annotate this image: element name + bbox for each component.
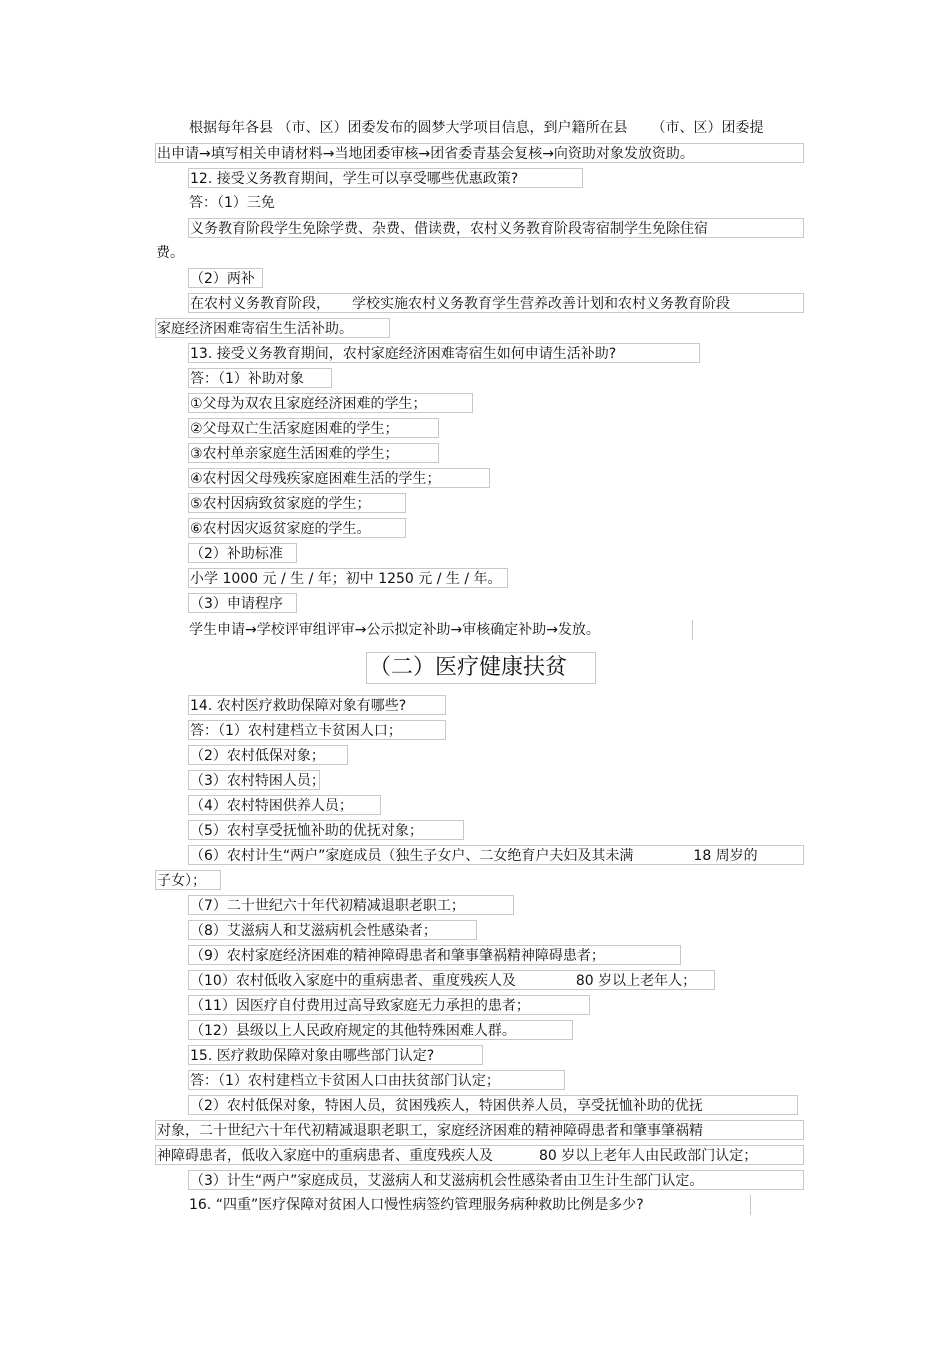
paragraph-line [188, 293, 804, 313]
text-span: 神障碍患者，低收入家庭中的重病患者、重度残疾人及 [157, 1148, 493, 1164]
paragraph-line: 家庭经济困难寄宿生生活补助。 [155, 318, 390, 338]
list-item: ①父母为双农且家庭经济困难的学生； [188, 393, 473, 413]
list-item [188, 845, 804, 865]
paragraph-line [155, 1145, 804, 1165]
paragraph-line: 子女）； [155, 870, 221, 890]
list-item: （11）因医疗自付费用过高导致家庭无力承担的患者； [188, 995, 590, 1015]
answer-line: （2）两补 [188, 268, 263, 288]
text-span: 80 岁以上老年人由民政部门认定； [539, 1148, 758, 1164]
text-span: 学校实施农村义务教育学生营养改善计划和农村义务教育阶段 [352, 296, 730, 312]
list-item: （8）艾滋病人和艾滋病机会性感染者； [188, 920, 477, 940]
answer-line: 答：（1）补助对象 [188, 368, 332, 388]
list-item: ⑥农村因灾返贫家庭的学生。 [188, 518, 406, 538]
text-span: 根据每年各县 （市、区）团委发布的圆梦大学项目信息，到户籍所在县 [189, 120, 628, 136]
list-item: （2）农村低保对象； [188, 745, 348, 765]
paragraph-line: 费。 [156, 245, 184, 261]
answer-line: 答：（1）农村建档立卡贫困人口由扶贫部门认定； [188, 1070, 565, 1090]
list-item: （7）二十世纪六十年代初精减退职老职工； [188, 895, 514, 915]
list-item: （2）农村低保对象，特困人员，贫困残疾人，特困供养人员，享受抚恤补助的优抚 [188, 1095, 798, 1115]
question-16: 16. “四重”医疗保障对贫困人口慢性病签约管理服务病种救助比例是多少? [188, 1195, 751, 1215]
question-14: 14. 农村医疗救助保障对象有哪些? [188, 695, 446, 715]
list-item [188, 970, 715, 990]
paragraph-line: 对象，二十世纪六十年代初精减退职老职工，家庭经济困难的精神障碍患者和肇事肇祸精 [155, 1120, 804, 1140]
paragraph-line: 学生申请→学校评审组评审→公示拟定补助→审核确定补助→发放。 [188, 620, 693, 640]
list-item: （4）农村特困供养人员； [188, 795, 381, 815]
text-span: 80 岁以上老年人； [575, 973, 697, 989]
list-item: （5）农村享受抚恤补助的优抚对象； [188, 820, 464, 840]
list-item: ⑤农村因病致贫家庭的学生； [188, 493, 406, 513]
question-13: 13. 接受义务教育期间，农村家庭经济困难寄宿生如何申请生活补助? [188, 343, 700, 363]
text-span: 在农村义务教育阶段， [190, 296, 330, 312]
text-span: （6）农村计生“两户”家庭成员（独生子女户、二女绝育户夫妇及其未满 [190, 848, 634, 864]
list-item: （9）农村家庭经济困难的精神障碍患者和肇事肇祸精神障碍患者； [188, 945, 681, 965]
question-15: 15. 医疗救助保障对象由哪些部门认定? [188, 1045, 483, 1065]
paragraph-line [188, 118, 804, 138]
list-item: （3）农村特困人员； [188, 770, 320, 790]
section-heading: （二）医疗健康扶贫 [366, 652, 596, 684]
answer-line: 答：（1）三免 [189, 195, 275, 211]
answer-line: （3）申请程序 [188, 593, 297, 613]
list-item: ②父母双亡生活家庭困难的学生； [188, 418, 439, 438]
answer-line: 答：（1）农村建档立卡贫困人口； [188, 720, 446, 740]
text-span: 18 周岁的 [693, 848, 758, 864]
paragraph-line: 出申请→填写相关申请材料→当地团委审核→团省委青基会复核→向资助对象发放资助。 [155, 143, 804, 163]
text-span: （市、区）团委提 [651, 120, 764, 136]
list-item: （3）计生“两户”家庭成员，艾滋病人和艾滋病机会性感染者由卫生计生部门认定。 [188, 1170, 804, 1190]
question-12: 12. 接受义务教育期间，学生可以享受哪些优惠政策? [188, 168, 583, 188]
paragraph-line: 小学 1000 元 / 生 / 年；初中 1250 元 / 生 / 年。 [188, 568, 508, 588]
text-span: （10）农村低收入家庭中的重病患者、重度残疾人及 [190, 973, 516, 989]
list-item: （12）县级以上人民政府规定的其他特殊困难人群。 [188, 1020, 573, 1040]
list-item: ④农村因父母残疾家庭困难生活的学生； [188, 468, 490, 488]
paragraph-line: 义务教育阶段学生免除学费、杂费、借读费，农村义务教育阶段寄宿制学生免除住宿 [188, 218, 804, 238]
answer-line: （2）补助标准 [188, 543, 297, 563]
list-item: ③农村单亲家庭生活困难的学生； [188, 443, 439, 463]
